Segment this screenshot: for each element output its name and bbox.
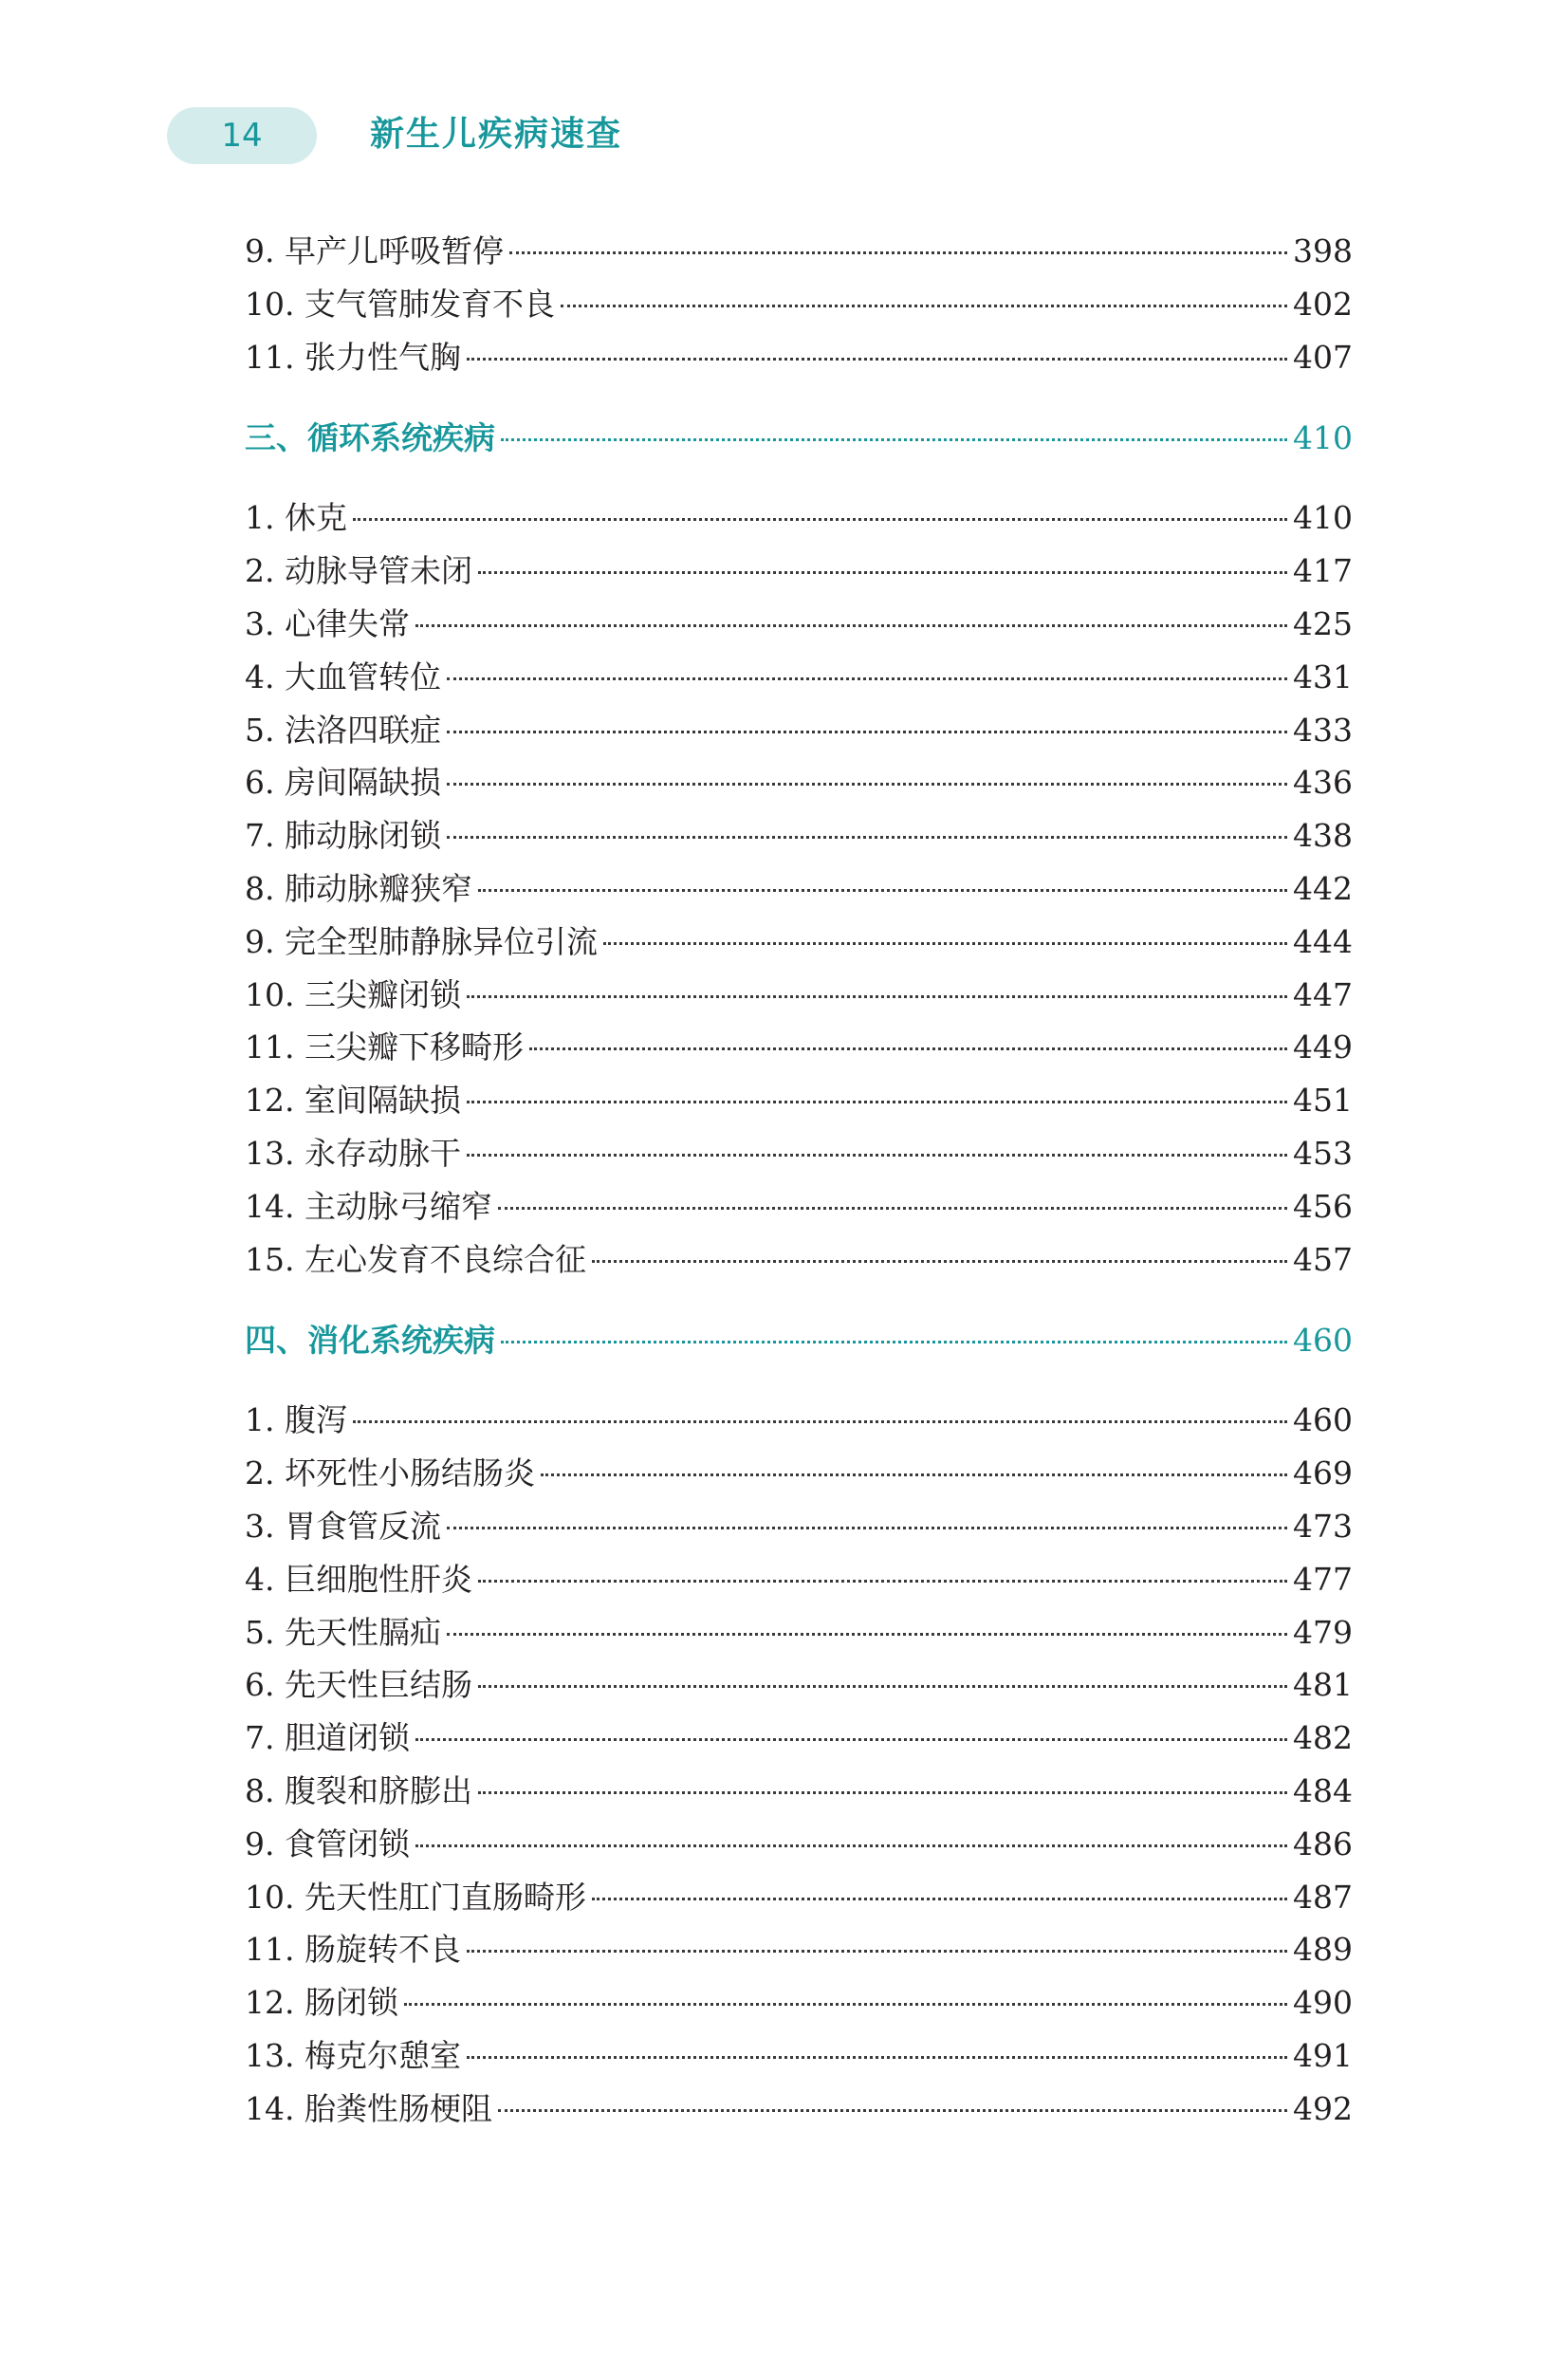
- toc-entry[interactable]: [245, 598, 1353, 651]
- toc-entry-title: 3. 心律失常: [245, 604, 410, 642]
- toc-entry[interactable]: [245, 1394, 1353, 1447]
- toc-entry-title: 8. 腹裂和脐膨出: [245, 1771, 472, 1809]
- toc-entry-page: 402: [1293, 285, 1353, 323]
- dot-leader: [592, 1260, 1287, 1263]
- section-page: 410: [1293, 419, 1353, 457]
- toc-entry[interactable]: [245, 704, 1353, 757]
- toc-entry-page: 425: [1293, 604, 1353, 642]
- dot-leader: [447, 783, 1287, 786]
- toc-entry-page: 479: [1293, 1613, 1353, 1651]
- toc-entry[interactable]: [245, 969, 1353, 1022]
- toc-entry-title: 6. 先天性巨结肠: [245, 1666, 472, 1704]
- toc-entry[interactable]: [245, 1074, 1353, 1127]
- toc-section-heading[interactable]: [245, 1299, 1353, 1382]
- dot-leader: [467, 995, 1287, 998]
- toc-entry-page: 487: [1293, 1878, 1353, 1916]
- dot-leader: [447, 836, 1287, 839]
- toc-section-heading[interactable]: [245, 397, 1353, 480]
- toc-entry-page: 486: [1293, 1825, 1353, 1862]
- toc-entry[interactable]: [245, 1180, 1353, 1233]
- dot-leader: [353, 518, 1287, 521]
- dot-leader: [415, 1738, 1287, 1741]
- dot-leader: [415, 1844, 1287, 1847]
- toc-entry-title: 11. 三尖瓣下移畸形: [245, 1028, 524, 1066]
- dot-leader: [467, 1101, 1287, 1103]
- toc-entry[interactable]: [245, 916, 1353, 969]
- toc-entry[interactable]: [245, 491, 1353, 545]
- dot-leader: [447, 1633, 1287, 1636]
- toc-entry[interactable]: [245, 1976, 1353, 2029]
- page-header: [0, 0, 1568, 190]
- toc-entry[interactable]: [245, 1765, 1353, 1818]
- toc-entry-title: 15. 左心发育不良综合征: [245, 1240, 586, 1278]
- toc-entry[interactable]: [245, 1447, 1353, 1500]
- book-title: 新生儿疾病速查: [370, 115, 623, 154]
- toc-entry[interactable]: [245, 331, 1353, 384]
- toc-entry[interactable]: [245, 278, 1353, 331]
- toc-entry[interactable]: [245, 862, 1353, 916]
- toc-entry-title: 4. 大血管转位: [245, 658, 441, 695]
- toc-entry-title: 7. 胆道闭锁: [245, 1719, 410, 1757]
- toc-entry-page: 477: [1293, 1560, 1353, 1598]
- dot-leader: [467, 358, 1287, 361]
- toc-entry[interactable]: [245, 756, 1353, 809]
- toc-entry-title: 7. 肺动脉闭锁: [245, 817, 441, 855]
- toc-entry-title: 6. 房间隔缺损: [245, 764, 441, 802]
- dot-leader: [353, 1420, 1287, 1423]
- toc-entry[interactable]: [245, 1606, 1353, 1659]
- table-of-contents: [245, 225, 1353, 2136]
- toc-entry-title: 9. 完全型肺静脉异位引流: [245, 922, 598, 960]
- toc-entry-title: 2. 动脉导管未闭: [245, 552, 472, 590]
- toc-entry[interactable]: [245, 1712, 1353, 1765]
- dot-leader: [478, 889, 1287, 892]
- toc-entry-page: 484: [1293, 1771, 1353, 1809]
- toc-entry[interactable]: [245, 225, 1353, 278]
- toc-entry-page: 451: [1293, 1082, 1353, 1120]
- toc-entry-page: 460: [1293, 1401, 1353, 1439]
- toc-entry-title: 11. 张力性气胸: [245, 338, 461, 376]
- dot-leader: [501, 438, 1287, 441]
- toc-entry-page: 489: [1293, 1931, 1353, 1969]
- toc-entry-page: 431: [1293, 658, 1353, 695]
- dot-leader: [498, 2109, 1287, 2112]
- toc-entry-title: 13. 梅克尔憩室: [245, 2036, 461, 2074]
- toc-entry-page: 442: [1293, 869, 1353, 907]
- toc-entry-title: 10. 三尖瓣闭锁: [245, 975, 461, 1013]
- toc-entry-page: 449: [1293, 1028, 1353, 1066]
- dot-leader: [478, 1791, 1287, 1794]
- toc-entry-page: 453: [1293, 1134, 1353, 1172]
- dot-leader: [498, 1207, 1287, 1210]
- page-number: 14: [221, 117, 263, 155]
- toc-entry[interactable]: [245, 651, 1353, 704]
- toc-entry-title: 2. 坏死性小肠结肠炎: [245, 1454, 535, 1492]
- toc-entry-page: 469: [1293, 1454, 1353, 1492]
- dot-leader: [501, 1341, 1287, 1343]
- toc-entry-page: 482: [1293, 1719, 1353, 1757]
- section-title: 三、循环系统疾病: [245, 419, 495, 457]
- dot-leader: [467, 2056, 1287, 2059]
- toc-entry-title: 10. 先天性肛门直肠畸形: [245, 1878, 586, 1916]
- toc-entry[interactable]: [245, 1818, 1353, 1871]
- toc-entry-title: 3. 胃食管反流: [245, 1507, 441, 1545]
- toc-entry-title: 11. 肠旋转不良: [245, 1931, 461, 1969]
- toc-entry-page: 457: [1293, 1240, 1353, 1278]
- toc-entry[interactable]: [245, 545, 1353, 598]
- toc-entry-page: 398: [1293, 232, 1353, 269]
- toc-entry-title: 14. 主动脉弓缩窄: [245, 1187, 492, 1225]
- dot-leader: [529, 1047, 1287, 1050]
- toc-entry-title: 5. 法洛四联症: [245, 711, 441, 749]
- toc-entry[interactable]: [245, 1553, 1353, 1606]
- dot-leader: [447, 731, 1287, 733]
- toc-entry-page: 407: [1293, 338, 1353, 376]
- dot-leader: [592, 1898, 1287, 1900]
- dot-leader: [561, 305, 1287, 307]
- toc-entry[interactable]: [245, 1658, 1353, 1712]
- toc-entry[interactable]: [245, 2083, 1353, 2136]
- toc-entry-title: 14. 胎粪性肠梗阻: [245, 2089, 492, 2127]
- section-title: 四、消化系统疾病: [245, 1322, 495, 1360]
- toc-entry[interactable]: [245, 2029, 1353, 2083]
- dot-leader: [603, 942, 1287, 945]
- dot-leader: [404, 2003, 1287, 2006]
- toc-entry-page: 490: [1293, 1984, 1353, 2022]
- toc-entry-page: 444: [1293, 922, 1353, 960]
- toc-entry-page: 436: [1293, 764, 1353, 802]
- dot-leader: [509, 251, 1287, 254]
- toc-entry-title: 1. 腹泻: [245, 1401, 347, 1439]
- toc-entry-page: 481: [1293, 1666, 1353, 1704]
- toc-entry-title: 12. 肠闭锁: [245, 1984, 398, 2022]
- toc-entry-title: 9. 早产儿呼吸暂停: [245, 232, 504, 269]
- toc-entry-title: 8. 肺动脉瓣狭窄: [245, 869, 472, 907]
- toc-entry-page: 438: [1293, 817, 1353, 855]
- toc-entry-page: 491: [1293, 2036, 1353, 2074]
- toc-entry-title: 12. 室间隔缺损: [245, 1082, 461, 1120]
- dot-leader: [447, 677, 1287, 680]
- section-page: 460: [1293, 1322, 1353, 1360]
- toc-entry[interactable]: [245, 809, 1353, 862]
- toc-entry-page: 417: [1293, 552, 1353, 590]
- toc-entry[interactable]: [245, 1021, 1353, 1074]
- dot-leader: [478, 1685, 1287, 1688]
- dot-leader: [467, 1154, 1287, 1157]
- toc-entry[interactable]: [245, 1500, 1353, 1553]
- toc-entry-title: 1. 休克: [245, 499, 347, 537]
- toc-entry-page: 456: [1293, 1187, 1353, 1225]
- toc-entry[interactable]: [245, 1923, 1353, 1976]
- toc-entry[interactable]: [245, 1127, 1353, 1180]
- dot-leader: [541, 1473, 1287, 1476]
- toc-entry-page: 447: [1293, 975, 1353, 1013]
- toc-entry-title: 13. 永存动脉干: [245, 1134, 461, 1172]
- dot-leader: [415, 624, 1287, 627]
- toc-entry-title: 10. 支气管肺发育不良: [245, 285, 555, 323]
- toc-entry-title: 5. 先天性膈疝: [245, 1613, 441, 1651]
- toc-entry-page: 492: [1293, 2089, 1353, 2127]
- dot-leader: [478, 1580, 1287, 1583]
- toc-entry-title: 9. 食管闭锁: [245, 1825, 410, 1862]
- dot-leader: [447, 1527, 1287, 1529]
- page-number-badge: [167, 107, 317, 164]
- toc-entry[interactable]: [245, 1233, 1353, 1287]
- toc-entry[interactable]: [245, 1871, 1353, 1924]
- toc-entry-page: 433: [1293, 711, 1353, 749]
- toc-entry-title: 4. 巨细胞性肝炎: [245, 1560, 472, 1598]
- toc-entry-page: 473: [1293, 1507, 1353, 1545]
- toc-entry-page: 410: [1293, 499, 1353, 537]
- dot-leader: [478, 571, 1287, 574]
- dot-leader: [467, 1950, 1287, 1953]
